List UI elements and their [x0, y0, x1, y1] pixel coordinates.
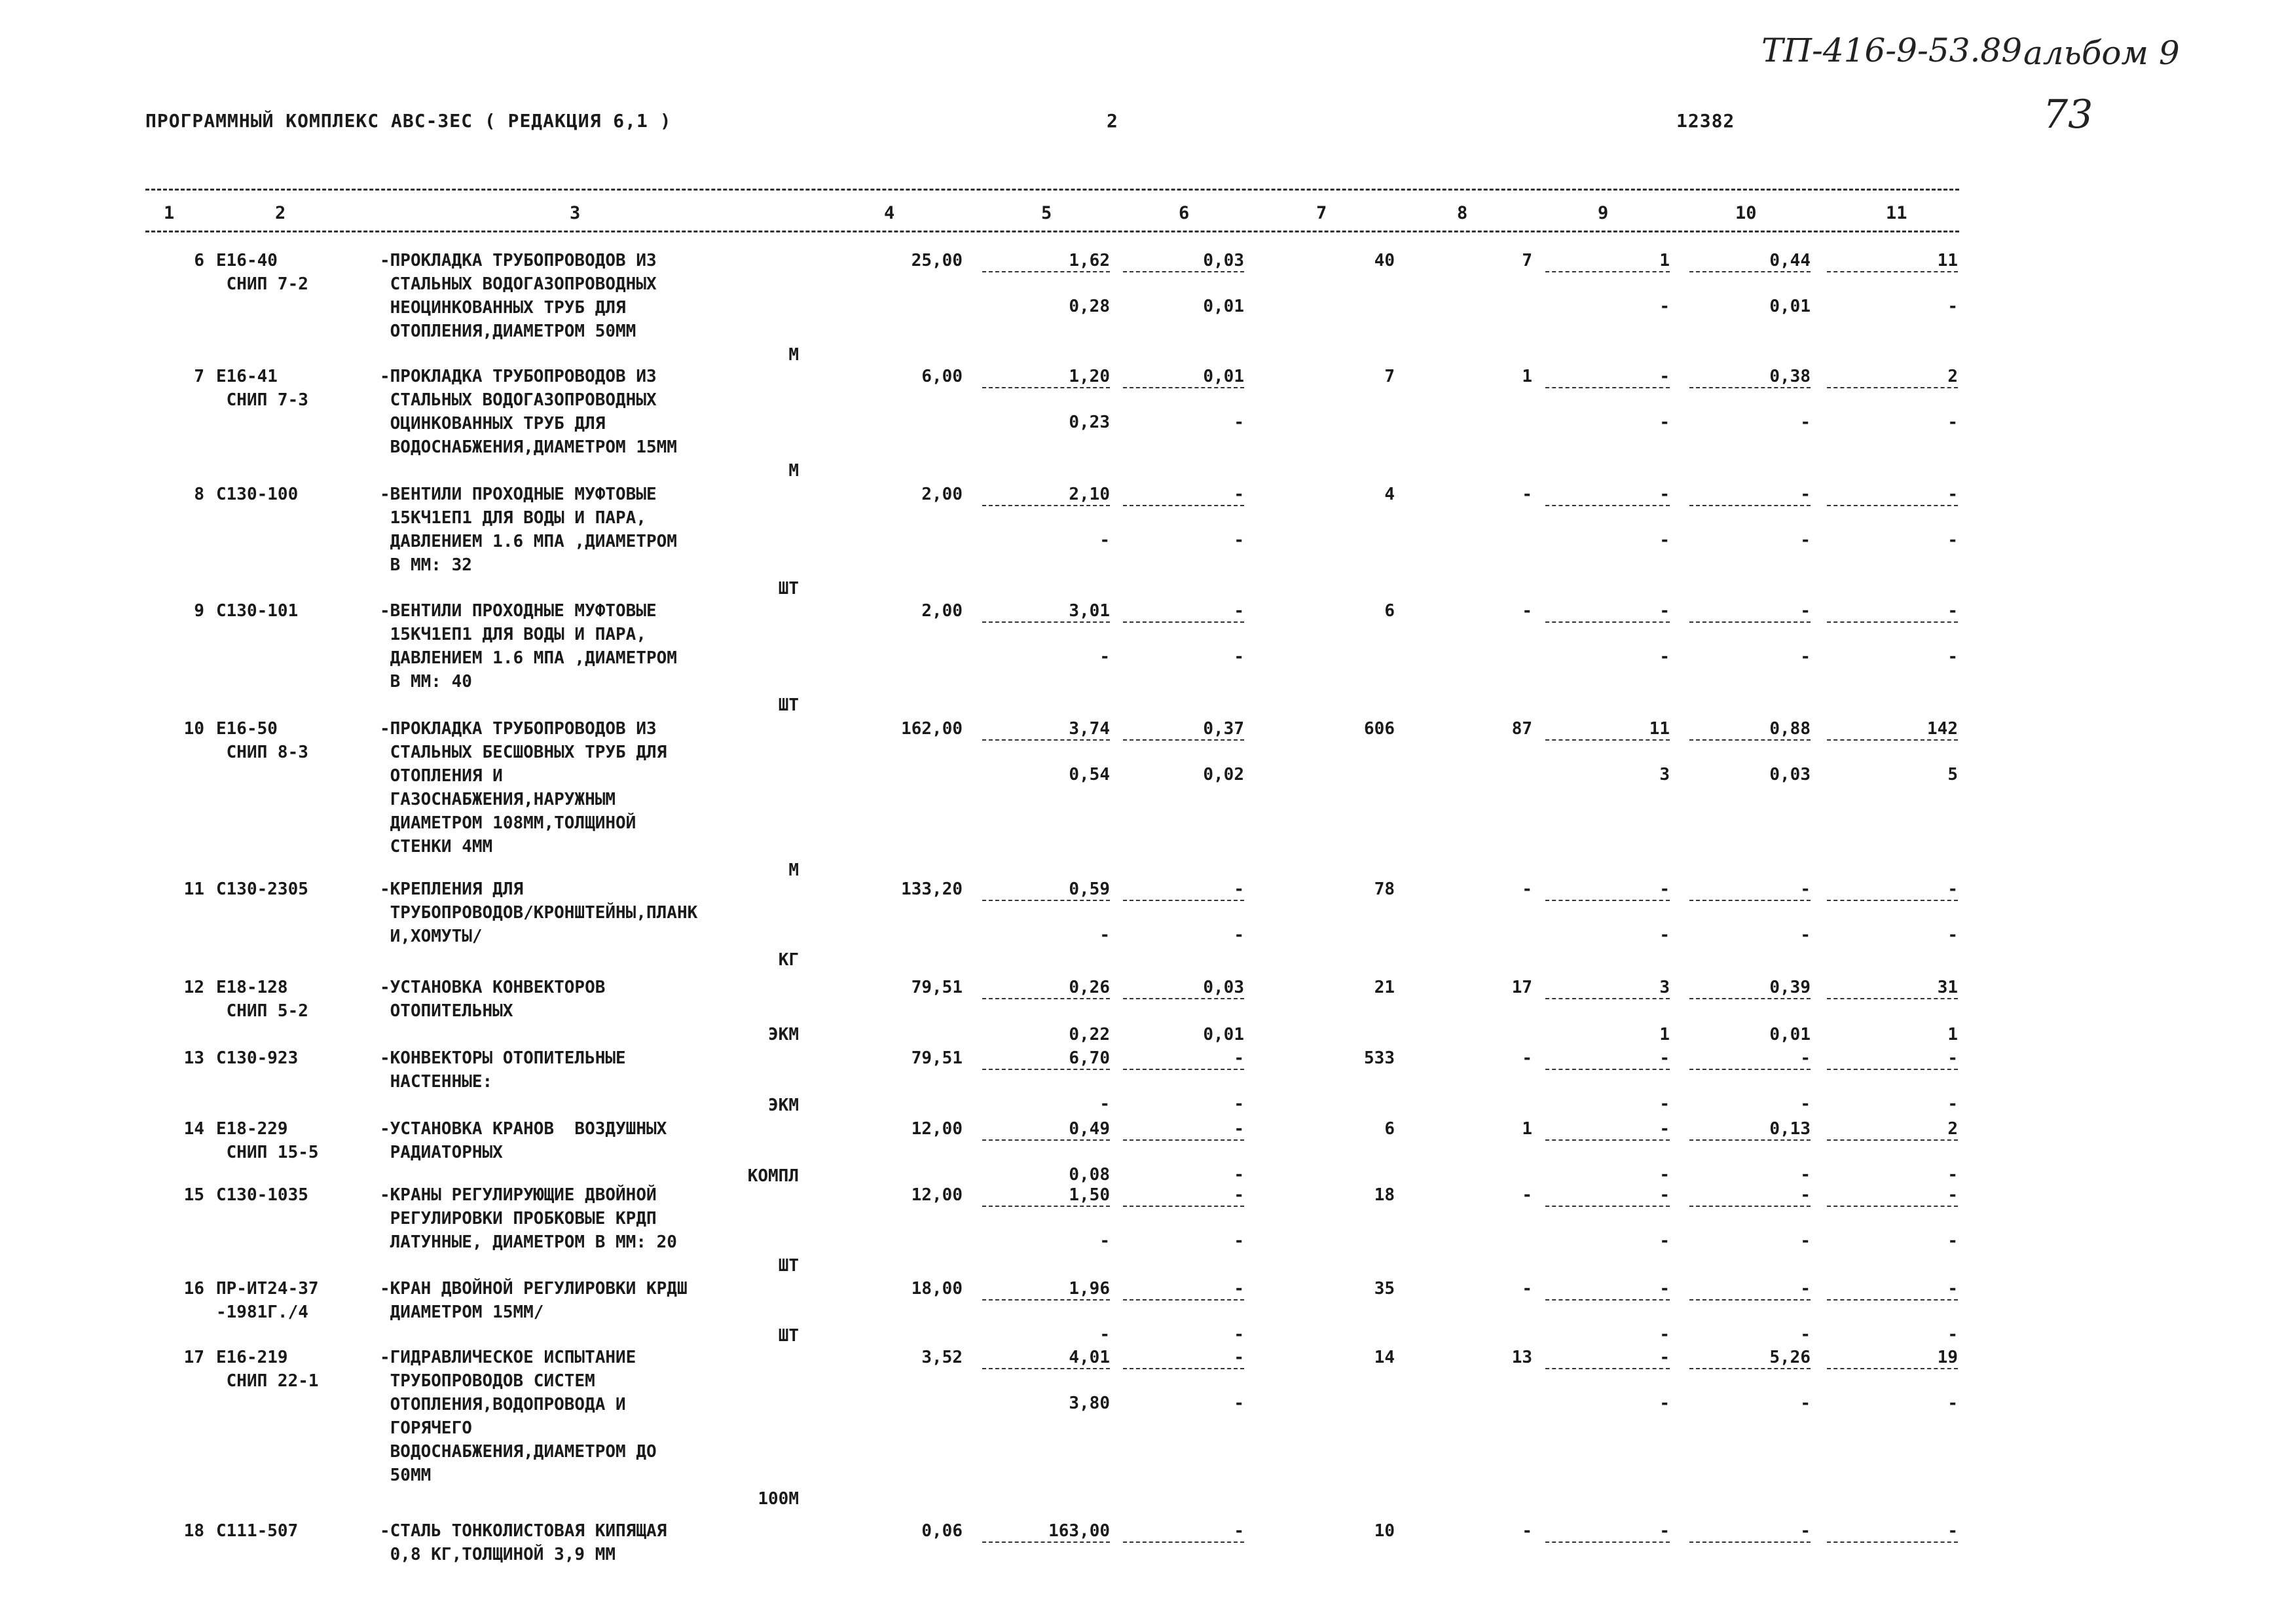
cell-secondary-s5: 3,80: [1069, 1393, 1110, 1413]
cell-secondary-s11: -: [1947, 1231, 1958, 1251]
cell-unit: КОМПЛ: [747, 1166, 799, 1186]
cell-c4: 133,20: [901, 879, 963, 899]
cell-c6: 0,03: [1203, 251, 1244, 270]
cell-c10: -: [1800, 1048, 1811, 1068]
cell-secondary-s9: -: [1659, 413, 1670, 432]
cell-c8: 13: [1511, 1348, 1532, 1367]
cell-c4: 12,00: [911, 1119, 963, 1139]
sub-separator: [982, 1206, 1110, 1207]
cell-desc: -КРАНЫ РЕГУЛИРУЮЩИЕ ДВОЙНОЙ РЕГУЛИРОВКИ ПРОБКОВЫЕ КРДП ЛАТУННЫЕ, ДИАМЕТРОМ В ММ: 20: [380, 1185, 677, 1252]
sub-separator: [1827, 998, 1958, 999]
sub-separator: [1827, 387, 1958, 388]
sub-separator: [1827, 1139, 1958, 1141]
cell-unit: ШТ: [778, 1326, 799, 1346]
sub-separator: [982, 1368, 1110, 1369]
cell-code: ПР-ИТ24-37 -1981Г./4: [216, 1279, 319, 1322]
cell-secondary-s9: -: [1659, 1094, 1670, 1114]
cell-c8: 1: [1522, 367, 1532, 386]
sub-separator: [1545, 1368, 1670, 1369]
sub-separator: [1123, 900, 1244, 901]
cell-secondary-s6: -: [1234, 1231, 1244, 1251]
sub-separator: [1123, 739, 1244, 741]
sub-separator: [982, 1139, 1110, 1141]
cell-num: 13: [183, 1048, 204, 1068]
cell-c8: -: [1522, 1279, 1532, 1299]
cell-c6: -: [1234, 601, 1244, 621]
sub-separator: [1123, 1368, 1244, 1369]
cell-secondary-s5: -: [1099, 1325, 1110, 1344]
cell-secondary-s11: -: [1947, 647, 1958, 667]
program-title: ПРОГРАММНЫЙ КОМПЛЕКС АВС-3ЕС ( РЕДАКЦИЯ 6,1 ): [145, 110, 672, 132]
cell-c8: -: [1522, 879, 1532, 899]
cell-c10: 0,39: [1769, 978, 1811, 997]
cell-unit: КГ: [778, 950, 799, 970]
cell-unit: М: [788, 860, 799, 880]
cell-secondary-s11: -: [1947, 413, 1958, 432]
handwritten-project-code: ТП-416-9-53.89: [1761, 31, 2023, 69]
cell-c7: 21: [1374, 978, 1395, 997]
handwritten-page-number: 73: [2043, 92, 2093, 138]
cell-c7: 606: [1364, 719, 1395, 739]
cell-c6: 0,03: [1203, 978, 1244, 997]
column-header-10: 10: [1735, 203, 1757, 223]
cell-c5: 3,74: [1069, 719, 1110, 739]
cell-c10: -: [1800, 601, 1811, 621]
column-header-6: 6: [1179, 203, 1190, 223]
cell-code: Е16-219 СНИП 22-1: [216, 1348, 319, 1391]
cell-c6: -: [1234, 879, 1244, 899]
cell-secondary-s10: -: [1800, 1165, 1811, 1185]
cell-c9: -: [1659, 879, 1670, 899]
cell-c11: -: [1947, 879, 1958, 899]
cell-c9: -: [1659, 1521, 1670, 1541]
cell-c5: 1,96: [1069, 1279, 1110, 1299]
cell-secondary-s10: -: [1800, 1094, 1811, 1114]
cell-unit: М: [788, 461, 799, 481]
cell-c10: 0,38: [1769, 367, 1811, 386]
cell-c11: -: [1947, 1279, 1958, 1299]
cell-c8: 87: [1511, 719, 1532, 739]
sub-separator: [982, 739, 1110, 741]
cell-secondary-s11: -: [1947, 1165, 1958, 1185]
sub-separator: [1827, 1069, 1958, 1070]
cell-c7: 6: [1384, 601, 1395, 621]
cell-secondary-s6: 0,01: [1203, 297, 1244, 316]
cell-c10: -: [1800, 485, 1811, 504]
cell-desc: -ПРОКЛАДКА ТРУБОПРОВОДОВ ИЗ СТАЛЬНЫХ ВОДОГАЗОПРОВОДНЫХ НЕОЦИНКОВАННЫХ ТРУБ ДЛЯ ОТОПЛЕНИЯ,ДИАМЕТРОМ 50ММ: [380, 251, 657, 341]
cell-num: 10: [183, 719, 204, 739]
cell-c8: 1: [1522, 1119, 1532, 1139]
cell-c11: -: [1947, 601, 1958, 621]
cell-secondary-s6: -: [1234, 530, 1244, 550]
cell-secondary-s10: -: [1800, 1231, 1811, 1251]
cell-secondary-s5: 0,22: [1069, 1025, 1110, 1044]
sub-separator: [1545, 271, 1670, 272]
cell-unit: 100М: [758, 1489, 799, 1509]
sub-separator: [1689, 1139, 1811, 1141]
cell-c9: -: [1659, 601, 1670, 621]
sub-separator: [1827, 739, 1958, 741]
cell-c9: 1: [1659, 251, 1670, 270]
sub-separator: [1123, 271, 1244, 272]
sub-separator: [1689, 1541, 1811, 1543]
column-header-7: 7: [1316, 203, 1327, 223]
sub-separator: [1827, 505, 1958, 506]
table-top-rule: [145, 189, 1959, 191]
sub-separator: [1689, 1299, 1811, 1301]
cell-secondary-s6: -: [1234, 925, 1244, 945]
sub-separator: [1545, 1069, 1670, 1070]
cell-secondary-s9: 1: [1659, 1025, 1670, 1044]
cell-c6: -: [1234, 1521, 1244, 1541]
cell-c6: -: [1234, 1048, 1244, 1068]
sub-separator: [982, 1541, 1110, 1543]
cell-c11: 19: [1937, 1348, 1958, 1367]
sub-separator: [1123, 1069, 1244, 1070]
cell-c7: 35: [1374, 1279, 1395, 1299]
sub-separator: [1123, 1541, 1244, 1543]
sub-separator: [1545, 505, 1670, 506]
cell-secondary-s6: -: [1234, 413, 1244, 432]
cell-secondary-s6: -: [1234, 647, 1244, 667]
cell-desc: -ПРОКЛАДКА ТРУБОПРОВОДОВ ИЗ СТАЛЬНЫХ БЕСШОВНЫХ ТРУБ ДЛЯ ОТОПЛЕНИЯ И ГАЗОСНАБЖЕНИЯ,НАРУЖНЫМ ДИАМЕТРОМ 108ММ,ТОЛЩИНОЙ СТЕНКИ 4ММ: [380, 719, 667, 857]
cell-secondary-s6: -: [1234, 1094, 1244, 1114]
cell-secondary-s9: -: [1659, 1325, 1670, 1344]
cell-secondary-s11: 1: [1947, 1025, 1958, 1044]
cell-c7: 10: [1374, 1521, 1395, 1541]
cell-c6: -: [1234, 1119, 1244, 1139]
cell-desc: -ВЕНТИЛИ ПРОХОДНЫЕ МУФТОВЫЕ 15КЧ1ЕП1 ДЛЯ ВОДЫ И ПАРА, ДАВЛЕНИЕМ 1.6 МПА ,ДИАМЕТРОМ В ММ: 32: [380, 485, 677, 575]
cell-code: Е16-50 СНИП 8-3: [216, 719, 308, 762]
page-number: 2: [1107, 110, 1118, 132]
column-header-11: 11: [1886, 203, 1907, 223]
cell-secondary-s5: 0,08: [1069, 1165, 1110, 1185]
cell-c11: 142: [1927, 719, 1958, 739]
cell-c5: 1,20: [1069, 367, 1110, 386]
sub-separator: [1545, 1541, 1670, 1543]
cell-code: С130-100: [216, 485, 299, 504]
sub-separator: [1545, 1299, 1670, 1301]
cell-secondary-s9: 3: [1659, 765, 1670, 784]
cell-c9: -: [1659, 1348, 1670, 1367]
sub-separator: [1123, 1206, 1244, 1207]
cell-desc: -КОНВЕКТОРЫ ОТОПИТЕЛЬНЫЕ НАСТЕННЫЕ:: [380, 1048, 626, 1092]
cell-num: 14: [183, 1119, 204, 1139]
cell-c5: 4,01: [1069, 1348, 1110, 1367]
sub-separator: [1545, 739, 1670, 741]
column-header-8: 8: [1457, 203, 1468, 223]
sub-separator: [1123, 387, 1244, 388]
cell-c6: 0,01: [1203, 367, 1244, 386]
sub-separator: [982, 900, 1110, 901]
cell-desc: -УСТАНОВКА КОНВЕКТОРОВ ОТОПИТЕЛЬНЫХ: [380, 978, 606, 1021]
cell-secondary-s9: -: [1659, 647, 1670, 667]
cell-secondary-s6: -: [1234, 1393, 1244, 1413]
cell-c7: 18: [1374, 1185, 1395, 1205]
handwritten-album-note: альбом 9: [2023, 34, 2180, 72]
cell-c8: -: [1522, 1048, 1532, 1068]
cell-secondary-s5: -: [1099, 1231, 1110, 1251]
cell-c5: 163,00: [1048, 1521, 1110, 1541]
sub-separator: [1827, 621, 1958, 623]
cell-secondary-s5: 0,23: [1069, 413, 1110, 432]
cell-c6: -: [1234, 1279, 1244, 1299]
sub-separator: [1827, 1299, 1958, 1301]
cell-c10: -: [1800, 879, 1811, 899]
cell-secondary-s9: -: [1659, 1231, 1670, 1251]
cell-code: С130-1035: [216, 1185, 308, 1205]
cell-secondary-s5: -: [1099, 647, 1110, 667]
cell-c11: 2: [1947, 367, 1958, 386]
cell-c4: 6,00: [921, 367, 963, 386]
cell-c11: -: [1947, 1185, 1958, 1205]
sub-separator: [1827, 900, 1958, 901]
cell-unit: ШТ: [778, 1256, 799, 1276]
cell-num: 6: [194, 251, 204, 270]
cell-secondary-s11: 5: [1947, 765, 1958, 784]
cell-c4: 79,51: [911, 978, 963, 997]
cell-c4: 162,00: [901, 719, 963, 739]
cell-secondary-s9: -: [1659, 530, 1670, 550]
cell-c4: 12,00: [911, 1185, 963, 1205]
cell-secondary-s5: 0,54: [1069, 765, 1110, 784]
cell-c11: -: [1947, 1048, 1958, 1068]
cell-c10: 0,88: [1769, 719, 1811, 739]
cell-c8: -: [1522, 601, 1532, 621]
cell-secondary-s10: -: [1800, 413, 1811, 432]
cell-c6: 0,37: [1203, 719, 1244, 739]
cell-num: 12: [183, 978, 204, 997]
cell-secondary-s6: -: [1234, 1165, 1244, 1185]
cell-c9: -: [1659, 1048, 1670, 1068]
cell-secondary-s11: -: [1947, 297, 1958, 316]
cell-num: 11: [183, 879, 204, 899]
cell-desc: -УСТАНОВКА КРАНОВ ВОЗДУШНЫХ РАДИАТОРНЫХ: [380, 1119, 667, 1162]
sub-separator: [982, 1069, 1110, 1070]
cell-secondary-s9: -: [1659, 925, 1670, 945]
cell-c8: 17: [1511, 978, 1532, 997]
column-header-4: 4: [884, 203, 895, 223]
cell-secondary-s11: -: [1947, 1325, 1958, 1344]
column-header-2: 2: [275, 203, 286, 223]
cell-c6: -: [1234, 1348, 1244, 1367]
cell-secondary-s11: -: [1947, 1094, 1958, 1114]
sub-separator: [982, 505, 1110, 506]
cell-num: 7: [194, 367, 204, 386]
sub-separator: [1689, 900, 1811, 901]
cell-c7: 533: [1364, 1048, 1395, 1068]
sub-separator: [982, 1299, 1110, 1301]
cell-desc: -ВЕНТИЛИ ПРОХОДНЫЕ МУФТОВЫЕ 15КЧ1ЕП1 ДЛЯ ВОДЫ И ПАРА, ДАВЛЕНИЕМ 1.6 МПА ,ДИАМЕТРОМ В ММ: 40: [380, 601, 677, 692]
sub-separator: [982, 621, 1110, 623]
sub-separator: [1123, 505, 1244, 506]
sub-separator: [1545, 1206, 1670, 1207]
sub-separator: [1123, 1139, 1244, 1141]
cell-secondary-s9: -: [1659, 297, 1670, 316]
cell-c11: 2: [1947, 1119, 1958, 1139]
cell-c9: -: [1659, 1279, 1670, 1299]
cell-code: С111-507: [216, 1521, 299, 1541]
cell-c8: -: [1522, 1521, 1532, 1541]
cell-c6: -: [1234, 1185, 1244, 1205]
cell-c10: -: [1800, 1521, 1811, 1541]
sub-separator: [1689, 1368, 1811, 1369]
sub-separator: [1689, 739, 1811, 741]
cell-c9: -: [1659, 1185, 1670, 1205]
sub-separator: [982, 387, 1110, 388]
cell-num: 17: [183, 1348, 204, 1367]
cell-unit: ЭКМ: [768, 1096, 799, 1115]
sub-separator: [1545, 900, 1670, 901]
sub-separator: [982, 998, 1110, 999]
column-header-1: 1: [164, 203, 175, 223]
cell-secondary-s6: 0,01: [1203, 1025, 1244, 1044]
cell-c10: 0,44: [1769, 251, 1811, 270]
cell-c11: 11: [1937, 251, 1958, 270]
cell-c5: 1,62: [1069, 251, 1110, 270]
cell-c7: 6: [1384, 1119, 1395, 1139]
cell-code: С130-101: [216, 601, 299, 621]
cell-c5: 6,70: [1069, 1048, 1110, 1068]
cell-c6: -: [1234, 485, 1244, 504]
table-header-rule: [145, 231, 1959, 232]
cell-desc: -КРЕПЛЕНИЯ ДЛЯ ТРУБОПРОВОДОВ/КРОНШТЕЙНЫ,ПЛАНК И,ХОМУТЫ/: [380, 879, 698, 946]
cell-secondary-s10: -: [1800, 647, 1811, 667]
cell-unit: ШТ: [778, 695, 799, 715]
sub-separator: [1827, 1541, 1958, 1543]
document-number: 12382: [1676, 110, 1735, 132]
cell-c9: -: [1659, 485, 1670, 504]
cell-num: 18: [183, 1521, 204, 1541]
cell-code: Е18-229 СНИП 15-5: [216, 1119, 319, 1162]
cell-secondary-s5: -: [1099, 1094, 1110, 1114]
sub-separator: [1689, 271, 1811, 272]
cell-secondary-s10: -: [1800, 1325, 1811, 1344]
cell-c4: 2,00: [921, 601, 963, 621]
cell-c7: 14: [1374, 1348, 1395, 1367]
sub-separator: [1827, 1368, 1958, 1369]
sub-separator: [1545, 621, 1670, 623]
column-header-9: 9: [1598, 203, 1609, 223]
cell-unit: М: [788, 345, 799, 365]
cell-secondary-s10: 0,01: [1769, 297, 1811, 316]
sub-separator: [1827, 1206, 1958, 1207]
cell-c4: 18,00: [911, 1279, 963, 1299]
sub-separator: [1689, 505, 1811, 506]
sub-separator: [1123, 1299, 1244, 1301]
cell-c7: 4: [1384, 485, 1395, 504]
cell-c5: 0,26: [1069, 978, 1110, 997]
cell-c4: 79,51: [911, 1048, 963, 1068]
sub-separator: [1545, 1139, 1670, 1141]
cell-c9: 11: [1649, 719, 1670, 739]
cell-c11: -: [1947, 1521, 1958, 1541]
cell-code: Е18-128 СНИП 5-2: [216, 978, 308, 1021]
cell-secondary-s11: -: [1947, 1393, 1958, 1413]
cell-secondary-s10: 0,01: [1769, 1025, 1811, 1044]
cell-c9: 3: [1659, 978, 1670, 997]
sub-separator: [1123, 621, 1244, 623]
sub-separator: [1689, 1206, 1811, 1207]
cell-desc: -ГИДРАВЛИЧЕСКОЕ ИСПЫТАНИЕ ТРУБОПРОВОДОВ СИСТЕМ ОТОПЛЕНИЯ,ВОДОПРОВОДА И ГОРЯЧЕГО ВОДОСНАБЖЕНИЯ,ДИАМЕТРОМ ДО 50ММ: [380, 1348, 657, 1485]
cell-desc: -СТАЛЬ ТОНКОЛИСТОВАЯ КИПЯЩАЯ 0,8 КГ,ТОЛЩИНОЙ 3,9 ММ: [380, 1521, 667, 1564]
cell-c11: 31: [1937, 978, 1958, 997]
cell-num: 9: [194, 601, 204, 621]
cell-c11: -: [1947, 485, 1958, 504]
cell-num: 16: [183, 1279, 204, 1299]
cell-desc: -ПРОКЛАДКА ТРУБОПРОВОДОВ ИЗ СТАЛЬНЫХ ВОДОГАЗОПРОВОДНЫХ ОЦИНКОВАННЫХ ТРУБ ДЛЯ ВОДОСНАБЖЕНИЯ,ДИАМЕТРОМ 15ММ: [380, 367, 677, 457]
cell-c7: 78: [1374, 879, 1395, 899]
cell-c10: -: [1800, 1279, 1811, 1299]
cell-c7: 40: [1374, 251, 1395, 270]
cell-c10: 0,13: [1769, 1119, 1811, 1139]
sub-separator: [1689, 621, 1811, 623]
cell-c5: 3,01: [1069, 601, 1110, 621]
cell-c5: 0,49: [1069, 1119, 1110, 1139]
cell-c8: 7: [1522, 251, 1532, 270]
cell-unit: ЭКМ: [768, 1025, 799, 1044]
cell-secondary-s5: -: [1099, 530, 1110, 550]
cell-secondary-s10: 0,03: [1769, 765, 1811, 784]
cell-c10: 5,26: [1769, 1348, 1811, 1367]
cell-code: Е16-41 СНИП 7-3: [216, 367, 308, 410]
sub-separator: [1689, 998, 1811, 999]
cell-c9: -: [1659, 367, 1670, 386]
cell-code: С130-2305: [216, 879, 308, 899]
sub-separator: [1827, 271, 1958, 272]
cell-secondary-s10: -: [1800, 1393, 1811, 1413]
cell-c5: 0,59: [1069, 879, 1110, 899]
cell-secondary-s5: -: [1099, 925, 1110, 945]
cell-c5: 2,10: [1069, 485, 1110, 504]
cell-secondary-s10: -: [1800, 530, 1811, 550]
cell-c9: -: [1659, 1119, 1670, 1139]
cell-code: Е16-40 СНИП 7-2: [216, 251, 308, 294]
sub-separator: [1689, 387, 1811, 388]
sub-separator: [1123, 998, 1244, 999]
column-header-3: 3: [570, 203, 581, 223]
cell-secondary-s9: -: [1659, 1393, 1670, 1413]
cell-c4: 3,52: [921, 1348, 963, 1367]
cell-c10: -: [1800, 1185, 1811, 1205]
sub-separator: [1545, 998, 1670, 999]
cell-c8: -: [1522, 1185, 1532, 1205]
cell-secondary-s10: -: [1800, 925, 1811, 945]
sub-separator: [1545, 387, 1670, 388]
cell-secondary-s6: -: [1234, 1325, 1244, 1344]
cell-c4: 0,06: [921, 1521, 963, 1541]
cell-desc: -КРАН ДВОЙНОЙ РЕГУЛИРОВКИ КРДШ ДИАМЕТРОМ 15ММ/: [380, 1279, 688, 1322]
cell-num: 8: [194, 485, 204, 504]
cell-secondary-s11: -: [1947, 530, 1958, 550]
cell-c5: 1,50: [1069, 1185, 1110, 1205]
cell-code: С130-923: [216, 1048, 299, 1068]
cell-secondary-s6: 0,02: [1203, 765, 1244, 784]
sub-separator: [1689, 1069, 1811, 1070]
cell-c4: 2,00: [921, 485, 963, 504]
sub-separator: [982, 271, 1110, 272]
cell-c4: 25,00: [911, 251, 963, 270]
cell-num: 15: [183, 1185, 204, 1205]
cell-secondary-s5: 0,28: [1069, 297, 1110, 316]
column-header-5: 5: [1041, 203, 1052, 223]
cell-c8: -: [1522, 485, 1532, 504]
cell-c7: 7: [1384, 367, 1395, 386]
cell-secondary-s11: -: [1947, 925, 1958, 945]
cell-unit: ШТ: [778, 579, 799, 599]
cell-secondary-s9: -: [1659, 1165, 1670, 1185]
